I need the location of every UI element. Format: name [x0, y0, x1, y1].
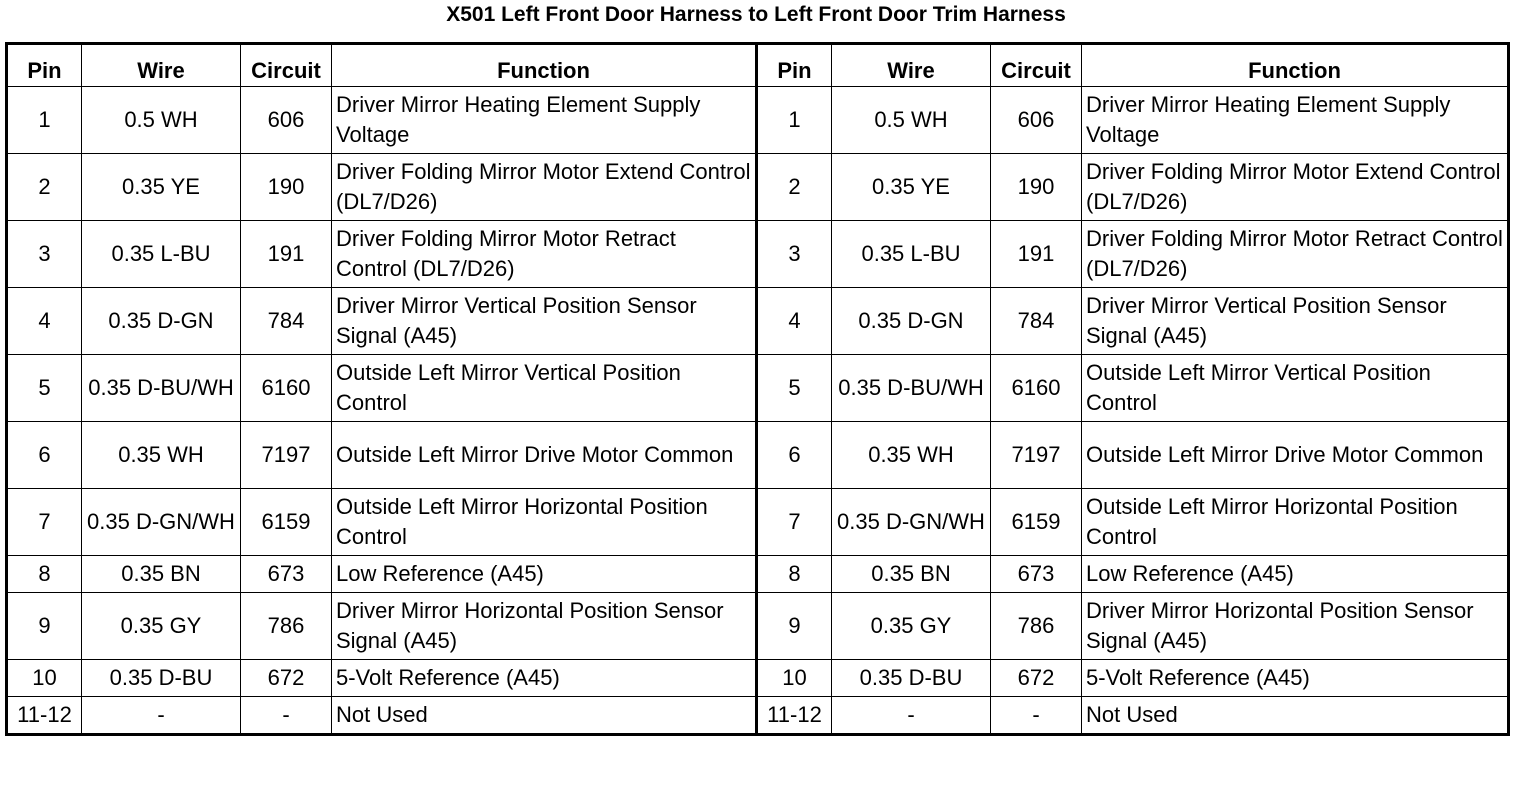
wire-cell: 0.35 D-GN	[832, 288, 991, 355]
table-row	[7, 288, 1509, 355]
wire-cell: -	[832, 697, 991, 735]
wire-cell: 0.35 YE	[82, 154, 241, 221]
pin-cell: 3	[757, 221, 832, 288]
wire-cell: 0.35 D-BU	[82, 660, 241, 697]
header-function-left: Function	[332, 44, 757, 87]
pin-cell: 9	[7, 593, 82, 660]
wire-cell: 0.35 D-BU/WH	[82, 355, 241, 422]
header-circuit-right: Circuit	[991, 44, 1082, 87]
function-cell: Outside Left Mirror Horizontal Position Control	[332, 489, 757, 556]
circuit-cell: 784	[991, 288, 1082, 355]
function-cell: Outside Left Mirror Horizontal Position Control	[1082, 489, 1509, 556]
wire-cell: 0.35 D-GN/WH	[82, 489, 241, 556]
wire-cell: -	[82, 697, 241, 735]
function-cell: Low Reference (A45)	[1082, 556, 1509, 593]
function-cell: Driver Mirror Heating Element Supply Voltage	[332, 87, 757, 154]
pin-cell: 8	[757, 556, 832, 593]
function-cell: 5-Volt Reference (A45)	[332, 660, 757, 697]
header-wire-right: Wire	[832, 44, 991, 87]
wire-cell: 0.35 D-GN	[82, 288, 241, 355]
pin-cell: 5	[757, 355, 832, 422]
pin-cell: 5	[7, 355, 82, 422]
wire-cell: 0.35 L-BU	[832, 221, 991, 288]
wire-cell: 0.35 BN	[832, 556, 991, 593]
wire-cell: 0.35 D-GN/WH	[832, 489, 991, 556]
pin-cell: 10	[7, 660, 82, 697]
pin-cell: 7	[757, 489, 832, 556]
document-title: X501 Left Front Door Harness to Left Front Door Trim Harness	[446, 3, 1066, 26]
function-cell: Outside Left Mirror Drive Motor Common	[1082, 422, 1509, 489]
table-row	[7, 593, 1509, 660]
circuit-cell: 606	[991, 87, 1082, 154]
function-cell: Outside Left Mirror Drive Motor Common	[332, 422, 757, 489]
function-cell: Low Reference (A45)	[332, 556, 757, 593]
function-cell: Driver Folding Mirror Motor Retract Control (DL7/D26)	[332, 221, 757, 288]
table-row	[7, 154, 1509, 221]
circuit-cell: 7197	[991, 422, 1082, 489]
pin-cell: 2	[7, 154, 82, 221]
circuit-cell: 6160	[241, 355, 332, 422]
function-cell: Driver Folding Mirror Motor Extend Control (DL7/D26)	[332, 154, 757, 221]
pin-cell: 2	[757, 154, 832, 221]
circuit-cell: 786	[991, 593, 1082, 660]
table-row	[7, 489, 1509, 556]
circuit-cell: 672	[991, 660, 1082, 697]
pin-cell: 6	[757, 422, 832, 489]
pin-cell: 3	[7, 221, 82, 288]
pin-cell: 11-12	[7, 697, 82, 735]
wire-cell: 0.35 WH	[82, 422, 241, 489]
circuit-cell: 191	[991, 221, 1082, 288]
header-circuit-left: Circuit	[241, 44, 332, 87]
table-row	[7, 556, 1509, 593]
wire-cell: 0.5 WH	[82, 87, 241, 154]
circuit-cell: 786	[241, 593, 332, 660]
table-row	[7, 422, 1509, 489]
pin-cell: 1	[757, 87, 832, 154]
header-row	[7, 44, 1509, 87]
pin-cell: 4	[7, 288, 82, 355]
wire-cell: 0.35 BN	[82, 556, 241, 593]
pin-cell: 6	[7, 422, 82, 489]
circuit-cell: 673	[241, 556, 332, 593]
circuit-cell: 606	[241, 87, 332, 154]
header-pin-right: Pin	[757, 44, 832, 87]
circuit-cell: 191	[241, 221, 332, 288]
function-cell: Driver Folding Mirror Motor Extend Control (DL7/D26)	[1082, 154, 1509, 221]
pin-cell: 11-12	[757, 697, 832, 735]
circuit-cell: -	[991, 697, 1082, 735]
table-row	[7, 660, 1509, 697]
pin-cell: 7	[7, 489, 82, 556]
circuit-cell: 6160	[991, 355, 1082, 422]
wire-cell: 0.35 GY	[832, 593, 991, 660]
pin-cell: 10	[757, 660, 832, 697]
function-cell: Driver Mirror Vertical Position Sensor Signal (A45)	[332, 288, 757, 355]
wire-cell: 0.35 YE	[832, 154, 991, 221]
circuit-cell: 7197	[241, 422, 332, 489]
pin-cell: 9	[757, 593, 832, 660]
wire-cell: 0.5 WH	[832, 87, 991, 154]
function-cell: Outside Left Mirror Vertical Position Control	[1082, 355, 1509, 422]
table-row	[7, 221, 1509, 288]
function-cell: Driver Folding Mirror Motor Retract Control (DL7/D26)	[1082, 221, 1509, 288]
table-row	[7, 355, 1509, 422]
circuit-cell: 190	[991, 154, 1082, 221]
circuit-cell: 6159	[241, 489, 332, 556]
function-cell: Not Used	[1082, 697, 1509, 735]
header-wire-left: Wire	[82, 44, 241, 87]
wire-cell: 0.35 L-BU	[82, 221, 241, 288]
wire-cell: 0.35 GY	[82, 593, 241, 660]
function-cell: Driver Mirror Heating Element Supply Voltage	[1082, 87, 1509, 154]
function-cell: Driver Mirror Horizontal Position Sensor Signal (A45)	[332, 593, 757, 660]
pin-cell: 4	[757, 288, 832, 355]
circuit-cell: 672	[241, 660, 332, 697]
header-function-right: Function	[1082, 44, 1509, 87]
circuit-cell: 784	[241, 288, 332, 355]
pin-cell: 1	[7, 87, 82, 154]
table-row	[7, 697, 1509, 735]
function-cell: Outside Left Mirror Vertical Position Control	[332, 355, 757, 422]
wire-cell: 0.35 WH	[832, 422, 991, 489]
wire-cell: 0.35 D-BU/WH	[832, 355, 991, 422]
pin-cell: 8	[7, 556, 82, 593]
header-pin-left: Pin	[7, 44, 82, 87]
table-row	[7, 87, 1509, 154]
circuit-cell: 673	[991, 556, 1082, 593]
circuit-cell: 6159	[991, 489, 1082, 556]
wire-cell: 0.35 D-BU	[832, 660, 991, 697]
circuit-cell: 190	[241, 154, 332, 221]
function-cell: Driver Mirror Horizontal Position Sensor Signal (A45)	[1082, 593, 1509, 660]
function-cell: Not Used	[332, 697, 757, 735]
function-cell: 5-Volt Reference (A45)	[1082, 660, 1509, 697]
function-cell: Driver Mirror Vertical Position Sensor Signal (A45)	[1082, 288, 1509, 355]
connector-pinout-table	[5, 42, 1510, 736]
circuit-cell: -	[241, 697, 332, 735]
